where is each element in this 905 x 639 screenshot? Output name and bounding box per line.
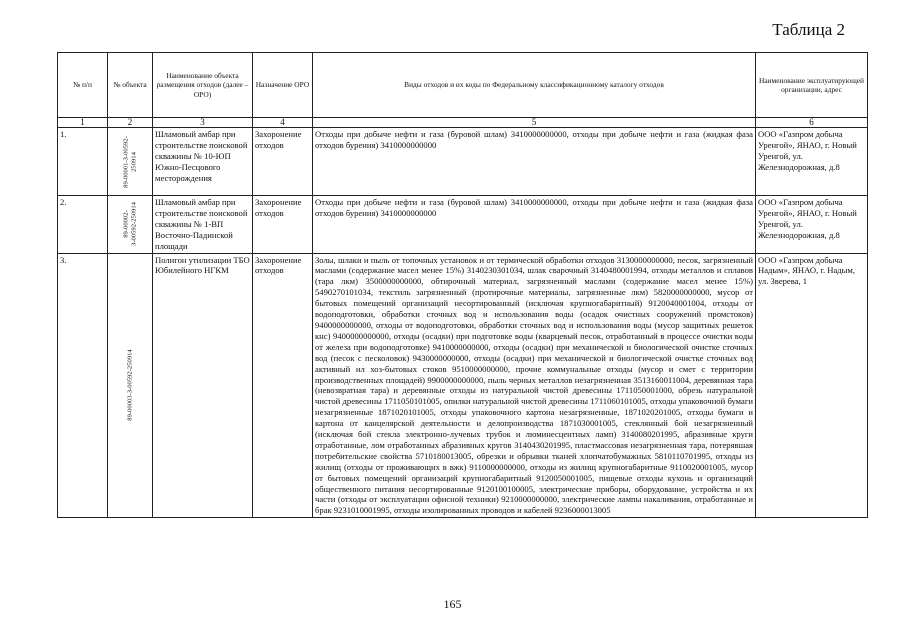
- object-purpose: Захоронение отходов: [253, 128, 313, 196]
- object-code: 89-00003-З-00592-250914: [126, 349, 134, 422]
- waste-types: Отходы при добыче нефти и газа (буровой шлам) 3410000000000, отходы при добыче нефти и газа (жидкая фаза отходов бурения) 3410000000000: [313, 128, 756, 196]
- table-header-row: [58, 53, 868, 118]
- row-number: 3.: [58, 253, 108, 518]
- object-name: Шламовый амбар при строительстве поисковой скважины № 1-ВП Восточно-Падинской площади: [153, 196, 253, 254]
- object-purpose: Захоронение отходов: [253, 196, 313, 254]
- header-waste-types: Виды отходов и их коды по Федеральному классификационному каталогу отходов: [313, 53, 756, 118]
- object-code: 89-00001-З-00592-250914: [122, 135, 137, 188]
- header-row-number: № п/п: [58, 53, 108, 118]
- table-row: [58, 253, 868, 518]
- row-number: 2.: [58, 196, 108, 254]
- table-caption: Таблица 2: [772, 20, 845, 39]
- organization: ООО «Газпром добыча Уренгой», ЯНАО, г. Новый Уренгой, ул. Железнодорожная, д.8: [756, 128, 868, 196]
- object-code-cell: [108, 253, 153, 518]
- object-name: Полигон утилизации ТБО Юбилейного НГКМ: [153, 253, 253, 518]
- row-number: 1.: [58, 128, 108, 196]
- column-number: 1: [58, 118, 108, 128]
- organization: ООО «Газпром добыча Надым», ЯНАО, г. Надым, ул. Зверева, 1: [756, 253, 868, 518]
- header-purpose: Назначение ОРО: [253, 53, 313, 118]
- table-row: [58, 128, 868, 196]
- table-row: [58, 196, 868, 254]
- object-code-cell: [108, 128, 153, 196]
- object-name: Шламовый амбар при строительстве поисковой скважины № 10-ЮП Южно-Песцового месторождения: [153, 128, 253, 196]
- waste-types: Отходы при добыче нефти и газа (буровой шлам) 3410000000000, отходы при добыче нефти и газа (жидкая фаза отходов бурения) 3410000000000: [313, 196, 756, 254]
- object-code: 89-00002-З-00592-250914: [122, 202, 137, 247]
- column-number: 6: [756, 118, 868, 128]
- waste-types: Золы, шлаки и пыль от топочных установок и от термической обработки отходов 3130000000000, песок, загрязненный маслами (содержание масел менее 15%) 3140230301034, шлак сварочный 3140480001994, отходы металлов и сплавов (тара лкм) 3500000000000, обтирочный материал, загрязненный маслами (содержание масел менее 15%) 5490270101034, текстиль загрязненный (протирочные материалы, загрязненные лкм) 5820000000000, мусор от бытовых помещений организаций несортированный (исключая крупногабаритный) 9120040001004, отходы от водоподготовки, обработки сточных вод и использования воды (осадок очистных сооружений промстоков) 9400000000000, отходы от водоподготовки, обработки сточных вод и использования воды (мусор защитных решеток кнс) 9400000000000, отходы (осадки) при подготовке воды (кварцевый песок, отработанный в процессе очистки воды от железа при водоподготовке) 9410000000000, отходы (осадки) при механической и биологической очистке сточных вод (песок с песколовок) 9430000000000, отходы (осадки) при механической и биологической очистке сточных вод активный ил хоз-бытовых стоков 9510000000000, прочие коммунальные отходы (мусор и смет с территории производственных площадей) 9900000000000, пыль черных металлов незагрязненная 3513160011004, деревянная тара (невозвратная тара) и деревянные отходы из натуральной чистой древесины 1711050001000, обрезь натуральной чистой древесины 1711050101005, опилки натуральной чистой древесины 1711060101005, отходы упаковочной бумаги незагрязненные 1871020101005, отходы упаковочного картона незагрязненные, 1871020201005, отходы бумаги и картона от канцелярской деятельности и делопроизводства 1871030001005, стеклянный бой незагрязненный (исключая бой стекла электронно-лучевых трубок и люминесцентных ламп) 3140080201995, абразивные круги отработанные, лом отработанных абразивных кругов 3140430201995, пластмассовая незагрязненная тара, потерявшая потребительские свойства 5710180013005, обрезки и обрывки тканей хлопчатобумажных 5810110701995, отходы из жилищ (отходы от проживающих в вжк) 9110000000000, отходы из жилищ крупногабаритные 9110020001005, мусор от бытовых помещений организаций крупногабаритный 9120050001005, пищевые отходы кухонь и организаций общественного питания несортированные 9120100100005, электрические приборы, оборудование, устройства и их части (отходы от эксплуатации офисной техники) 9210000000000, электрические лампы накаливания, отработанные и брак 9231010001995, отходы изолированных проводов и кабелей 9236000013005: [313, 253, 756, 518]
- column-number-row: [58, 118, 868, 128]
- object-purpose: Захоронение отходов: [253, 253, 313, 518]
- header-object-number: № объекта: [108, 53, 153, 118]
- header-organization: Наименование эксплуатирующей организации, адрес: [756, 53, 868, 118]
- organization: ООО «Газпром добыча Уренгой», ЯНАО, г. Новый Уренгой, ул. Железнодорожная, д.8: [756, 196, 868, 254]
- header-object-name: Наименование объекта размещения отходов (далее – ОРО): [153, 53, 253, 118]
- waste-sites-table: [57, 52, 868, 518]
- column-number: 5: [313, 118, 756, 128]
- object-code-cell: [108, 196, 153, 254]
- column-number: 2: [108, 118, 153, 128]
- page-number: 165: [443, 597, 462, 611]
- column-number: 3: [153, 118, 253, 128]
- column-number: 4: [253, 118, 313, 128]
